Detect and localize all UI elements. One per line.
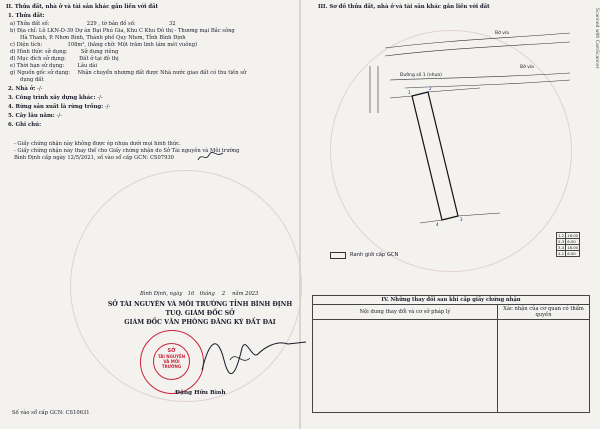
area-value: 108m², (bằng chữ: Một trăm linh tám mét vuông): [67, 42, 198, 48]
changes-col-confirmation: Xác nhận của cơ quan có thẩm quyền: [498, 305, 590, 320]
item-4-value: -/-: [104, 104, 111, 110]
item-5-row: [8, 113, 62, 120]
address-label: b) Địa chỉ:: [10, 28, 38, 34]
vertex-2: 2: [429, 86, 432, 91]
dimension-length: 6.00: [566, 251, 580, 257]
usage-origin-value-line2: dụng đất: [20, 77, 44, 83]
parcel-number-value: 229: [86, 21, 97, 27]
changes-col-content: Nội dung thay đổi và cơ sở pháp lý: [313, 305, 498, 320]
note-initial-signature: [196, 150, 226, 164]
dimension-length: 18.00: [567, 233, 579, 238]
item-6-title: 6. Ghi chú:: [8, 122, 42, 128]
item-5-title: 5. Cây lâu năm:: [8, 113, 55, 119]
usage-form-label: d) Hình thức sử dụng:: [10, 49, 68, 55]
address-value: Lô LKN-D-39 Dự án Đại Phú Gia, Khu C Khu Đô thị - Thương mại Bắc sông: [38, 28, 235, 34]
usage-purpose-label: đ) Mục đích sử dụng:: [10, 56, 66, 62]
issue-date-day: 16: [187, 291, 195, 297]
section-iv-title: IV. Những thay đổi sau khi cấp giấy chứng nhận: [313, 296, 590, 305]
road-label-2: Đường số 1 (nhựa): [400, 73, 442, 78]
item-5-value: -/-: [56, 113, 62, 119]
usage-term-row: [10, 63, 97, 70]
item-3-row: [8, 95, 103, 102]
dimension-edge: 2-3: [558, 239, 565, 244]
official-stamp: [140, 330, 204, 394]
item-2-value: -/-: [37, 86, 43, 92]
parcel-number-label: a) Thửa đất số:: [10, 21, 50, 27]
vertex-1: 1: [408, 90, 411, 95]
dimension-edge: 4-1: [558, 251, 565, 256]
road-edge-line: [385, 33, 570, 48]
issue-date-prefix: Bình Định, ngày: [140, 291, 183, 297]
stamp-center: [153, 343, 190, 380]
item-2-title: 2. Nhà ở:: [8, 86, 36, 92]
parcel-diagram: [330, 18, 580, 253]
parcel-boundary: [412, 92, 458, 220]
changes-confirmation-cell: [498, 320, 590, 413]
stamp-text-bottom: VÀ MÔI TRƯỜNG: [161, 359, 182, 369]
address-row: [10, 28, 235, 35]
map-sheet-value: 32: [168, 21, 176, 27]
item-4-title: 4. Rừng sản xuất là rừng trồng:: [8, 104, 104, 110]
changes-table: [312, 295, 590, 413]
dimension-edge: 3-4: [558, 245, 565, 250]
issuing-authority: SỞ TÀI NGUYÊN VÀ MÔI TRƯỜNG TỈNH BÌNH ĐỊNH: [107, 301, 293, 308]
dimension-edge: 1-2: [558, 233, 565, 238]
usage-origin-row: [10, 70, 246, 77]
usage-term-value: Lâu dài: [77, 63, 98, 69]
usage-origin-label: g) Nguồn gốc sử dụng:: [10, 70, 71, 76]
road-label-3: Bờ vía: [520, 65, 534, 70]
vertex-3: 3: [460, 217, 463, 222]
boundary-legend-label: Ranh giới cấp GCN: [350, 252, 399, 258]
note-line-2: - Giấy chứng nhận này thay thế cho Giấy chứng nhận do Sở Tài nguyên và Môi trường: [14, 148, 240, 154]
director-signature: [196, 330, 316, 380]
area-row: [10, 42, 197, 49]
usage-form-value: Sử dụng riêng: [80, 49, 119, 55]
boundary-legend-swatch: [330, 252, 346, 259]
dimension-row: [557, 233, 580, 239]
item-3-value: -/-: [97, 95, 103, 101]
usage-origin-value: Nhận chuyển nhượng đất được Nhà nước giao đất có thu tiền sử: [77, 70, 247, 76]
usage-purpose-row: [10, 56, 119, 63]
signer-title: GIÁM ĐỐC VĂN PHÒNG ĐĂNG KÝ ĐẤT ĐAI: [124, 319, 276, 326]
usage-purpose-value: Đất ở tại đô thị: [79, 56, 119, 62]
dimension-row: [557, 245, 580, 251]
stamp-text-top: SỞ: [167, 348, 176, 354]
changes-content-cell: [313, 320, 498, 413]
issue-date-month-label: tháng: [199, 291, 215, 297]
map-sheet-label: , tờ bản đồ số:: [98, 21, 136, 27]
authority-delegation: TUQ. GIÁM ĐỐC SỞ: [165, 310, 235, 317]
dimension-length: 18.00: [567, 245, 579, 250]
area-label: c) Diện tích:: [10, 42, 43, 48]
dimension-row: [557, 251, 580, 257]
parcel-number-row: [10, 21, 176, 28]
issue-date-row: [140, 291, 258, 298]
dimension-length: 6.00: [566, 239, 580, 245]
note-line-1: - Giấy chứng nhận này không được ép nhựa dưới mọi hình thức.: [14, 141, 181, 147]
item-1-title: 1. Thửa đất:: [8, 13, 45, 19]
scanner-watermark: Scanned with CamScanner: [594, 8, 599, 69]
signer-name: Đặng Hữu Bình: [175, 390, 226, 396]
usage-term-label: e) Thời hạn sử dụng:: [10, 63, 65, 69]
dimensions-table: [556, 232, 580, 257]
address-value-line2: Hà Thanh, P. Nhơn Bình, Thành phố Quy Nhơn, Tỉnh Bình Định: [20, 35, 186, 41]
certificate-book-number: Số vào sổ cấp GCN: CS10631: [12, 410, 90, 416]
note-line-3: Bình Định cấp ngày 12/5/2021, số vào sổ cấp GCN: CS07930: [14, 155, 174, 161]
road-label-1: Bờ vía: [495, 31, 509, 36]
usage-form-row: [10, 49, 118, 56]
stamp-text-mid: TÀI NGUYÊN: [157, 354, 186, 359]
section-ii-title: II. Thửa đất, nhà ở và tài sản khác gắn liền với đất: [6, 4, 159, 10]
issue-date-year: năm 2023: [232, 291, 259, 297]
issue-date-month: 2: [221, 291, 226, 297]
item-2-row: [8, 86, 43, 93]
item-4-row: [8, 104, 110, 111]
vertex-4: 4: [436, 222, 439, 227]
item-3-title: 3. Công trình xây dựng khác:: [8, 95, 96, 101]
section-iii-title: III. Sơ đồ thửa đất, nhà ở và tài sản khác gắn liền với đất: [318, 4, 490, 10]
